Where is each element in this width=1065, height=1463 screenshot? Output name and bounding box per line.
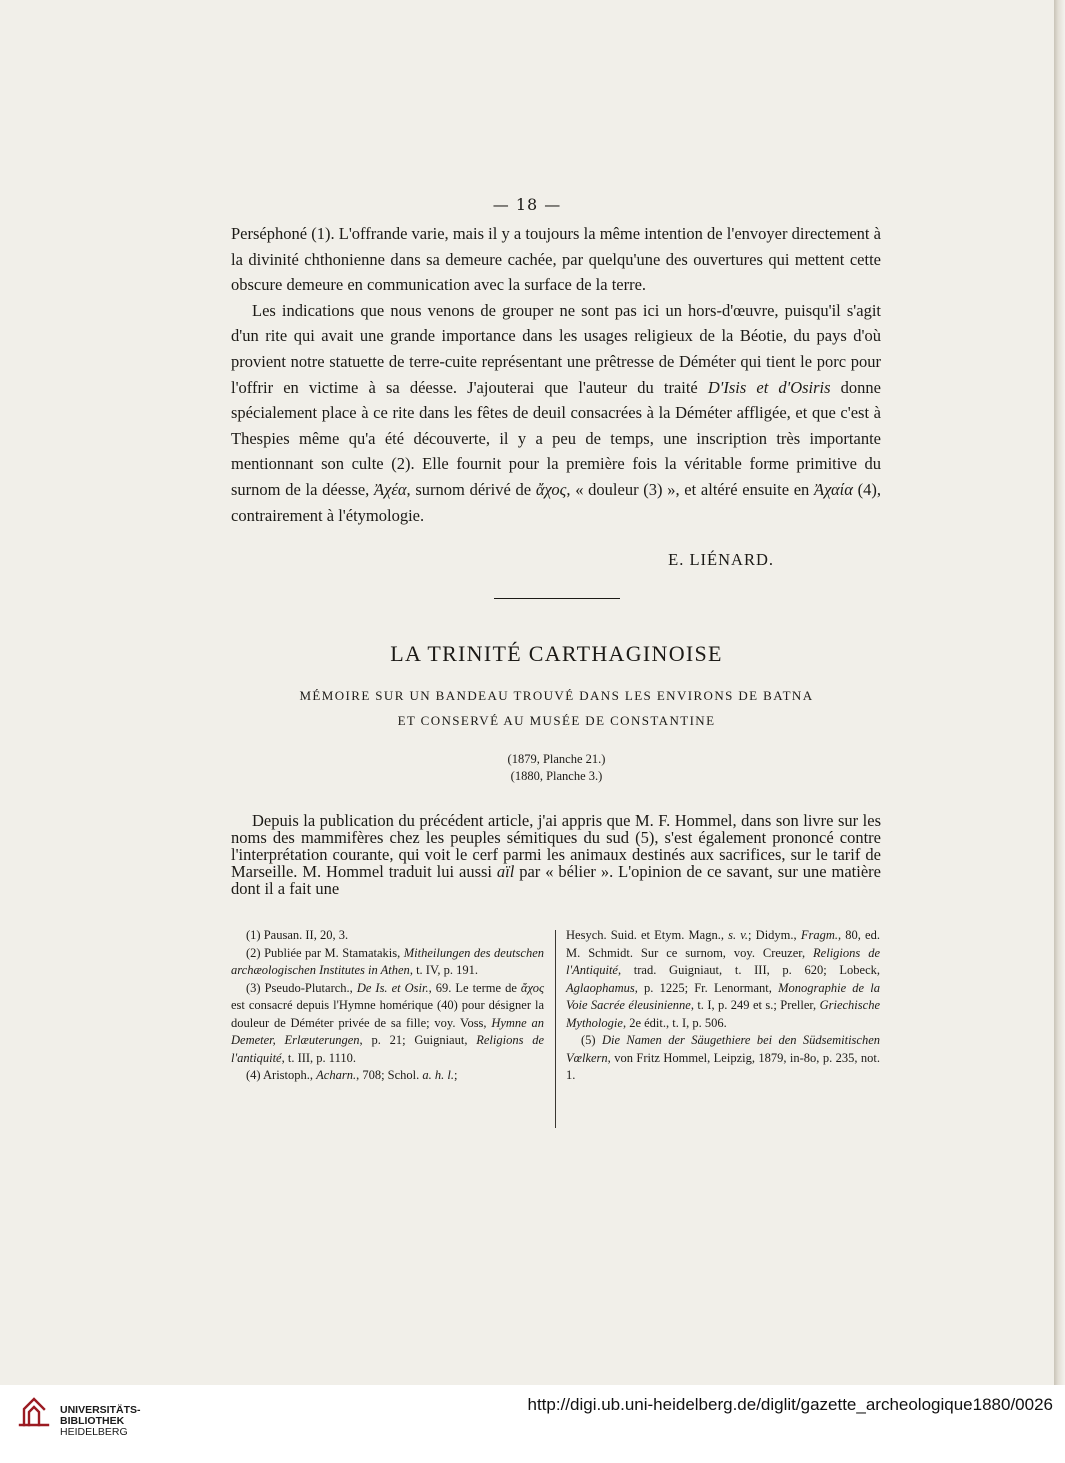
footnotes-left-column (231, 927, 544, 1085)
page-number: — 18 — (492, 195, 562, 214)
library-logo-icon[interactable] (18, 1395, 50, 1429)
footnote-2: (2) Publiée par M. Stamatakis, Mitheilungen des deutschen archæologischen Institutes in Athen, t. IV, p. 191. (231, 945, 545, 977)
paragraph-2: Les indications que nous venons de grouper ne sont pas ici un hors-d'œuvre, puisqu'il s'agit d'un rite qui avait une grande importance dans les usages religieux de la Béotie, du pays d'où provient notre statuette de terre-cuite représentant une prêtresse de Déméter qui tient le porc pour l'offrir en victime à sa déesse. J'ajouterai que l'auteur du traité D'Isis et d'Osiris donne spécialement place à ce rite dans les fêtes de deuil consacrées à la Déméter affligée, et que c'est à Thespies même qu'a été découverte, il y a peu de temps, une inscription très importante mentionnant son culte (2). Elle fournit pour la première fois la véritable forme primitive du surnom de la déesse, Ἀχέα, surnom dérivé de ἄχος, « douleur (3) », et altéré ensuite en Ἀχαία (4), contrairement à l'étymologie. (231, 300, 881, 525)
article-title: LA TRINITÉ CARTHAGINOISE (390, 641, 723, 666)
library-name-line-3: HEIDELBERG (60, 1426, 128, 1438)
footnote-1: (1) Pausan. II, 20, 3. (246, 928, 349, 942)
footnote-4: (4) Aristoph., Acharn., 708; Schol. a. h. l.; (246, 1068, 458, 1082)
plate-reference-1: (1879, Planche 21.) (507, 752, 606, 766)
article-subtitle-line-2: ET CONSERVÉ AU MUSÉE DE CONSTANTINE (397, 713, 716, 728)
footnote-5: (5) Die Namen der Säugethiere bei den Südsemitischen Vœlkern, von Fritz Hommel, Leipzig, 1879, in-8o, p. 235, not. 1. (566, 1033, 880, 1082)
section-divider (494, 598, 620, 599)
library-name-line-2: BIBLIOTHEK (60, 1415, 125, 1427)
library-name-line-1: UNIVERSITÄTS- (60, 1404, 141, 1416)
paragraph-1: Perséphoné (1). L'offrande varie, mais il y a toujours la même intention de l'envoyer directement à la divinité chthonienne dans sa demeure cachée, par quelqu'une des ouvertures qui mettent cette obscure demeure en communication avec la surface de la terre. (231, 224, 881, 295)
footnotes-right-column (566, 927, 880, 1085)
article-subtitle-line-1: MÉMOIRE SUR UN BANDEAU TROUVÉ DANS LES ENVIRONS DE BATNA (299, 688, 814, 703)
permalink-url[interactable]: http://digi.ub.uni-heidelberg.de/diglit/gazette_archeologique1880/0026 (527, 1395, 1053, 1414)
footnote-column-divider (555, 930, 556, 1128)
continued-article-text (231, 221, 881, 528)
article-intro-text (231, 812, 881, 897)
author-signature: E. LIÉNARD. (668, 550, 774, 569)
plate-reference-2: (1880, Planche 3.) (510, 769, 603, 783)
footnote-4-continued: Hesych. Suid. et Etym. Magn., s. v.; Didym., Fragm., 80, ed. M. Schmidt. Sur ce surnom, voy. Creuzer, Religions de l'Antiquité, trad. Guigniaut, t. III, p. 620; Lobeck, Aglaophamus, p. 1225; Fr. Lenormant, Monographie de la Voie Sacrée éleusinienne, t. I, p. 249 et s.; Preller, Griechische Mythologie, 2e édit., t. I, p. 506. (566, 928, 880, 1030)
footnote-3: (3) Pseudo-Plutarch., De Is. et Osir., 69. Le terme de ἄχος est consacré depuis l'Hymne homérique (40) pour désigner la douleur de Déméter privée de sa fille; voy. Voss, Hymne an Demeter, Erlæuterungen, p. 21; Guigniaut, Religions de l'antiquité, t. III, p. 1110. (231, 980, 545, 1065)
intro-paragraph: Depuis la publication du précédent article, j'ai appris que M. F. Hommel, dans son livre sur les noms des mammifères chez les peuples sémitiques du sud (5), s'est également prononcé contre l'interprétation courante, qui voit le cerf parmi les animaux destinés aux sacrifices, sur le tarif de Marseille. M. Hommel traduit lui aussi aïl par « bélier ». L'opinion de ce savant, sur une matière dont il a fait une (231, 811, 881, 898)
